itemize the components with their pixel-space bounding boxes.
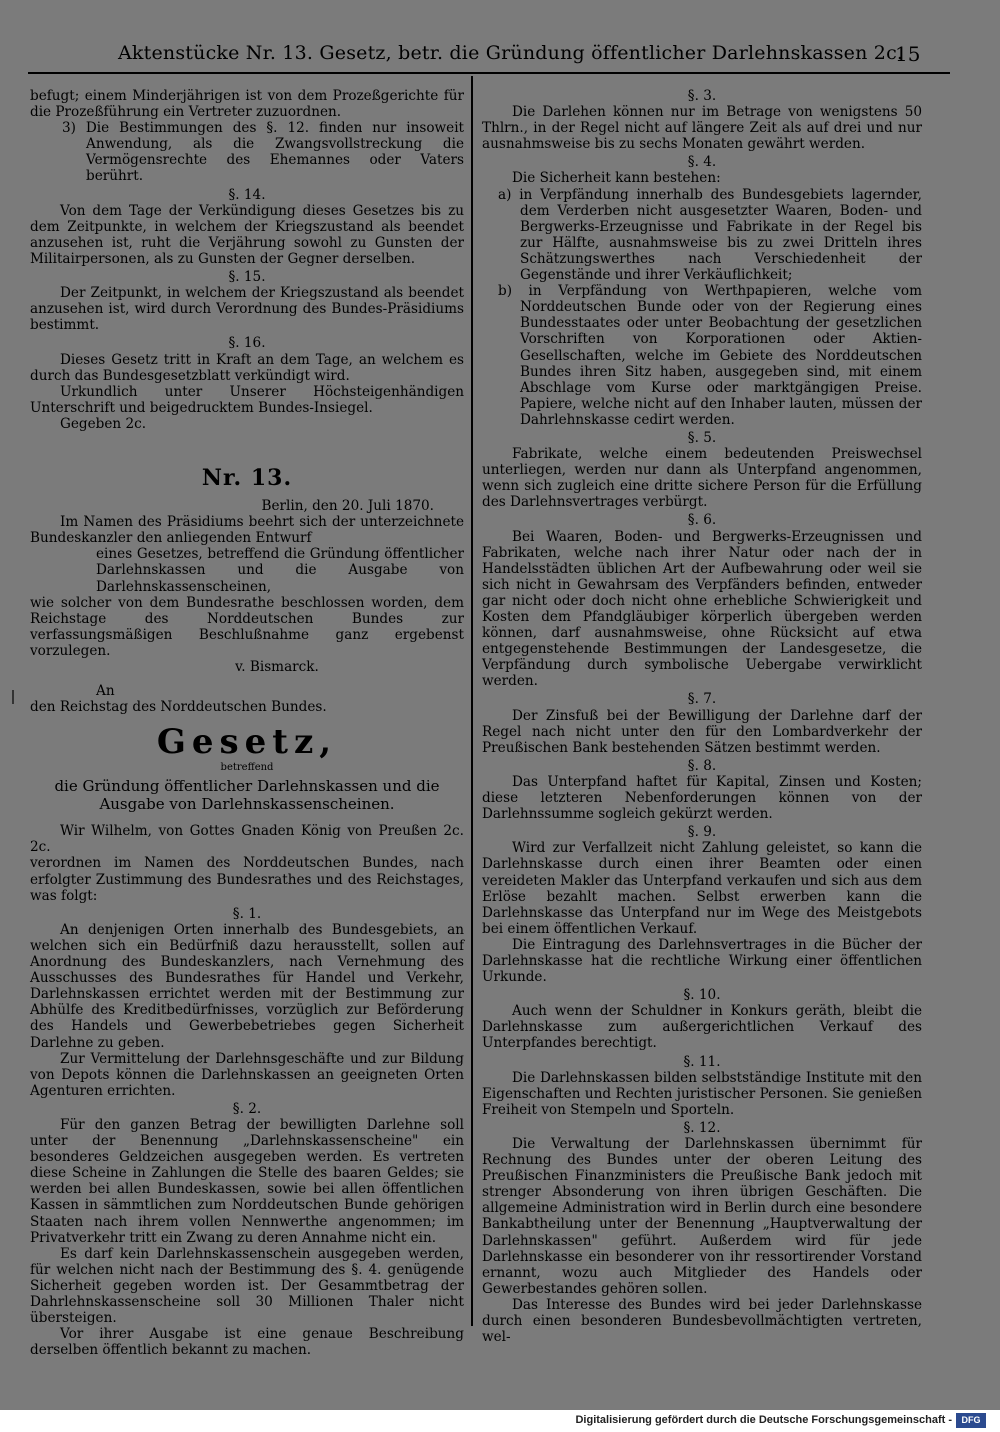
paragraph: Der Zinsfuß bei der Bewilligung der Darlehne darf der Regel nach nicht unter den für den Lombardverkehr der Preußischen Bank bestehenden Sätzen bestimmt werden. [482,707,922,756]
paragraph: Fabrikate, welche einem bedeutenden Preiswechsel unterliegen, werden nur dann als Unterpfand angenommen, wenn sich zugleich eine dritte sichere Person für die Erfüllung des Darlehnsvertrages verbürgt. [482,446,922,511]
paragraph: eines Gesetzes, betreffend die Gründung öffentlicher Darlehnskassen und die Ausgabe von Darlehnskassenscheinen, [96,546,464,595]
paragraph: Wir Wilhelm, von Gottes Gnaden König von Preußen 2c. 2c. [30,823,464,856]
law-heading: Gesetz, [156,722,338,763]
addressee: An [96,683,115,700]
paragraph: Für den ganzen Betrag der bewilligten Darlehne soll unter der Benennung „Darlehnskassenscheine" ein besonderes Geldzeichen ausgegeben werden. Es vertreten diese Scheine in Zahlungen die Stelle des baaren Geldes; sie werden bei allen Bundeskassen, sowie bei allen öffentlichen Kassen in sämmtlichen zum Norddeutschen Bunde gehörigen Staaten nach ihrem vollen Nennwerthe angenommen; im Privatverkehr tritt ein Zwang zu deren Annahme nicht ein. [30,1116,464,1246]
paragraph: Dieses Gesetz tritt in Kraft an dem Tage, an welchem es durch das Bundesgesetzblatt verkündigt wird. [30,351,464,384]
paragraph: Im Namen des Präsidiums beehrt sich der unterzeichnete Bundeskanzler den anliegenden Entwurf [30,514,464,547]
paragraph: Auch wenn der Schuldner in Konkurs geräth, bleibt die Darlehnskasse zum außergerichtlichen Verkauf des Unterpfandes berechtigt. [482,1003,922,1052]
paragraph: wie solcher von dem Bundesrathe beschlossen worden, dem Reichstage des Norddeutschen Bundes zur verfassungsmäßigen Beschlußnahme ganz ergebenst vorzulegen. [30,594,464,659]
paragraph: Es darf kein Darlehnskassenschein ausgegeben werden, für welchen nicht nach der Bestimmung des §. 4. genügende Sicherheit gegeben worden ist. Der Gesammtbetrag der Dahrlehnskassenscheine soll 30 Millionen Thaler nicht übersteigen. [30,1245,464,1327]
header-rule [28,72,950,74]
document-number: Nr. 13. [201,464,293,491]
section-heading: §. 14. [228,186,266,203]
paragraph: Vor ihrer Ausgabe ist eine genaue Beschreibung derselben öffentlich bekannt zu machen. [30,1326,464,1359]
section-heading: §. 15. [228,269,266,286]
paragraph: Die Sicherheit kann bestehen: [512,170,721,187]
dfg-logo: DFG [956,1413,986,1428]
section-heading: §. 8. [687,757,717,774]
law-subheading: betreffend [220,762,274,774]
list-item: b) in Verpfändung von Werthpapieren, welche vom Norddeutschen Bunde oder von der Regierung eines Bundesstaates oder unter Beobachtung der gesetzlichen Vorschriften von Korporationen oder Aktien-Gesellschaften, welche im Gebiete des Norddeutschen Bundes ihren Sitz haben, ausgegeben sind, mit einem Abschlage vom Kurse oder marktgängigen Preise. Papiere, welche nicht auf den Inhaber lauten, müssen der Dahrlehnskasse cedirt werden. [498,283,922,428]
paragraph: An denjenigen Orten innerhalb des Bundesgebiets, an welchen sich ein Bedürfniß dazu herausstellt, sollen auf Anordnung des Bundeskanzlers, nach Vernehmung des Ausschusses des Bundesrathes für Handel und Verkehr, Darlehnskassen errichtet werden mit der Bestimmung zur Abhülfe des Kreditbedürfnisses, vorzüglich zur Beförderung des Handels und Gewerbebetriebes gegen Sicherheit Darlehne zu geben. [30,921,464,1051]
scan-speck [12,690,14,704]
list-item: a) in Verpfändung innerhalb des Bundesgebiets lagernder, dem Verderben nicht ausgesetzter Waaren, Boden- und Bergwerks-Erzeugnisse und Fabrikate in der Regel bis zur Hälfte, ausnahmsweise bis zu zwei Dritteln ihres Schätzungswerthes nach Verschiedenheit der Gegenstände und ihrer Verkäuflichkeit; [498,186,922,284]
section-heading: §. 4. [687,154,717,171]
funding-credit: Digitalisierung gefördert durch die Deutsche Forschungsgemeinschaft - [575,1414,952,1426]
paragraph: Die Verwaltung der Darlehnskassen übernimmt für Rechnung des Bundes unter der oberen Leitung des Preußischen Finanzministers die Preußische Bank jedoch mit strenger Absonderung von ihren übrigen Geschäften. Die allgemeine Administration wird in Berlin durch eine besondere Bankabtheilung unter der Benennung „Hauptverwaltung der Darlehnskassen" geführt. Außerdem wird für jede Darlehnskasse ein besonderer von ihr ressortirender Vorstand ernannt, wozu auch Mitglieder des Handels oder Gewerbestandes gehören sollen. [482,1136,922,1297]
paragraph: Das Unterpfand haftet für Kapital, Zinsen und Kosten; diese letzteren Nebenforderungen können von der Darlehnssumme sogleich gekürzt werden. [482,773,922,823]
paragraph: Zur Vermittelung der Darlehnsgeschäfte und zur Bildung von Depots können die Darlehnskassen an geeigneten Orten Agenturen errichten. [30,1050,464,1099]
date-line: Berlin, den 20. Juli 1870. [261,498,434,515]
law-title: die Gründung öffentlicher Darlehnskassen und die Ausgabe von Darlehnskassenscheinen. [54,777,440,814]
header-title: Aktenstücke Nr. 13. Gesetz, betr. die Gründung öffentlicher Darlehnskassen 2c. [118,42,904,64]
paragraph: befugt; einem Minderjährigen ist von dem Prozeßgerichte für die Prozeßführung ein Vertreter zuzuordnen. [30,88,464,121]
section-heading: §. 5. [687,429,717,446]
paragraph: Die Darlehen können nur im Betrage von wenigstens 50 Thlrn., in der Regel nicht auf längere Zeit als auf drei und nur ausnahmsweise bis zu sechs Monaten gewährt werden. [482,104,922,153]
paragraph: Urkundlich unter Unserer Höchsteigenhändigen Unterschrift und beigedrucktem Bundes-Insiegel. [30,383,464,416]
paragraph: 3) Die Bestimmungen des §. 12. finden nur insoweit Anwendung, als die Zwangsvollstreckung die Vermögensrechte des Ehemannes oder Vaters berührt. [62,120,464,185]
paragraph: Die Eintragung des Darlehnsvertrages in die Bücher der Darlehnskasse hat die rechtliche Wirkung einer öffentlichen Urkunde. [482,936,922,986]
section-heading: §. 12. [683,1119,721,1136]
section-heading: §. 1. [232,905,262,922]
digitization-footer [0,1410,1000,1432]
page-number: 15 [895,42,921,66]
paragraph: Die Darlehnskassen bilden selbstständige Institute mit den Eigenschaften und Rechten juristischer Personen. Sie genießen Freiheit von Stempeln und Sporteln. [482,1069,922,1118]
section-heading: §. 11. [683,1053,721,1070]
left-column [30,88,464,1358]
section-heading: §. 7. [687,691,717,708]
paragraph: verordnen im Namen des Norddeutschen Bundes, nach erfolgter Zustimmung des Bundesrathes und des Reichstages, was folgt: [30,855,464,904]
paragraph: Der Zeitpunkt, in welchem der Kriegszustand als beendet anzusehen ist, wird durch Verordnung des Bundes-Präsidiums bestimmt. [30,285,464,334]
section-heading: §. 2. [232,1100,262,1117]
right-column [482,88,922,1345]
section-heading: §. 10. [683,987,721,1004]
section-heading: §. 16. [228,335,266,352]
paragraph: Wird zur Verfallzeit nicht Zahlung geleistet, so kann die Darlehnskasse durch einen ihrer Beamten oder einen vereideten Makler das Unterpfand verkaufen und sich aus dem Erlöse bezahlt machen. Selbst erwerben kann die Darlehnskasse das Unterpfand nur im Wege des Meistgebots bei einem öffentlichen Verkauf. [482,840,922,937]
signature: v. Bismarck. [235,659,319,675]
addressee: den Reichstag des Norddeutschen Bundes. [30,699,327,716]
column-divider [471,76,473,1326]
paragraph: Bei Waaren, Boden- und Bergwerks-Erzeugnissen und Fabrikaten, welche nach ihrer Natur oder nach der in Handelsstädten üblichen Art der Aufbewahrung oder weil sie sich nicht in Gewahrsam des Verpfänders befinden, entweder gar nicht oder doch nicht ohne erhebliche Schwierigkeit und Kosten dem Pfandgläubiger körperlich übergeben werden können, darf ausnahmsweise, ohne Rücksicht auf etwa entgegenstehende Bestimmungen der Landesgesetze, die Verpfändung durch symbolische Uebergabe verwirklicht werden. [482,528,922,690]
section-heading: §. 9. [687,824,717,841]
paragraph: Von dem Tage der Verkündigung dieses Gesetzes bis zu dem Zeitpunkte, in welchem der Kriegszustand als beendet anzusehen ist, ruht die Verjährung sowohl zu Gunsten der Militairpersonen, als zu Gunsten der Gegner derselben. [30,202,464,267]
page-header [0,40,1000,70]
section-heading: §. 3. [687,88,717,104]
section-heading: §. 6. [687,512,717,529]
paragraph: Gegeben 2c. [60,415,147,432]
paragraph: Das Interesse des Bundes wird bei jeder Darlehnskasse durch einen besonderen Bundesbevollmächtigten vertreten, wel- [482,1296,922,1346]
